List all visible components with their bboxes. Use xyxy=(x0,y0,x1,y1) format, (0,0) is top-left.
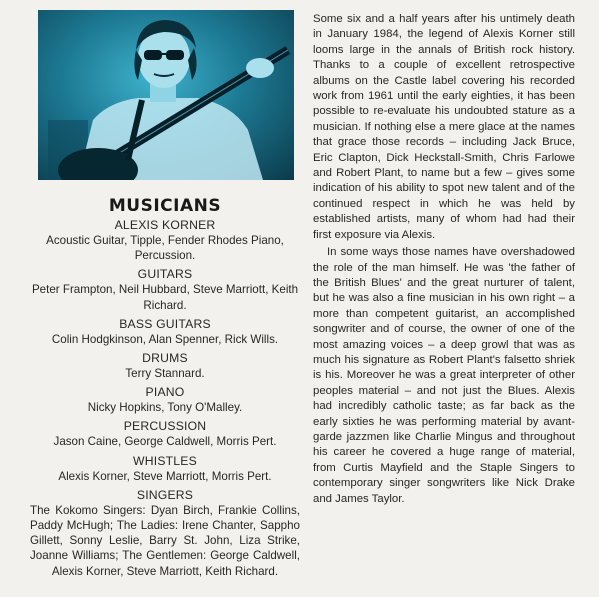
role-singers: SINGERS xyxy=(136,487,194,502)
role-guitars: GUITARS xyxy=(137,267,193,282)
musicians-column xyxy=(30,10,300,579)
names-bass-guitars: Colin Hodgkinson, Alan Spenner, Rick Wills. xyxy=(51,332,279,346)
essay-paragraph-1: Some six and a half years after his untimely death in January 1984, the legend of Alexis Korner still looms large in the annals of British rock history. Thanks to a couple of excellent retrospective albums on the Castle label covering his recorded work from 1961 until the early eighties, it has been possible to re-evaluate his undoubted stature as a musician. If nothing else a mere glace at the names that grace those records – including Jack Bruce, Eric Clapton, Dick Heckstall-Smith, Chris Farlowe and Robert Plant, to name but a few – gives some indication of his ability to spot new talent and of the continued respect in which he was held by established artists, many of whom had had their first exposure via Alexis. xyxy=(313,13,575,241)
names-piano: Nicky Hopkins, Tony O'Malley. xyxy=(87,401,243,415)
names-percussion: Jason Caine, George Caldwell, Morris Pert. xyxy=(53,435,277,449)
role-bass-guitars: BASS GUITARS xyxy=(119,316,211,331)
names-singers: The Kokomo Singers: Dyan Birch, Frankie Collins, Paddy McHugh; The Ladies: Irene Chanter, Sappho Gillett, Sonny Leslie, Barry St. John, Liza Strike, Joanne Williams; The Gentlemen: George Caldwell, Alexis Korner, Steve Marriott, Keith Richard. xyxy=(30,503,300,578)
names-alexis-korner: Acoustic Guitar, Tipple, Fender Rhodes Piano, Percussion. xyxy=(46,234,284,263)
names-whistles: Alexis Korner, Steve Marriott, Morris Pert. xyxy=(58,469,272,483)
musicians-heading: MUSICIANS xyxy=(108,196,222,216)
essay-paragraph-2: In some ways those names have overshadowed the role of the man himself. He was 'the father of the British Blues' and the great nurturer of talent, but he was also a fine musician in his own right – a more than competent guitarist, an accomplished songwriter and of course, the owner of one of the most amazing voices – a deep growl that was as much his signature as Robert Plant's falsetto shriek is his. Moreover he was a great interpreter of other peoples material – and not just the Blues. Alexis had incredibly catholic taste; as far back as the early sixties he was performing material by avant-garde jazzmen like Charlie Mingus and throughout his career he covered a huge range of material, from Curtis Mayfield and the Staple Singers to contemporary singer songwriters like Nick Drake and James Taylor. xyxy=(313,246,575,505)
names-guitars: Peter Frampton, Neil Hubbard, Steve Marriott, Keith Richard. xyxy=(31,283,299,312)
role-alexis-korner: ALEXIS KORNER xyxy=(114,218,216,232)
names-drums: Terry Stannard. xyxy=(125,367,205,381)
musician-photo xyxy=(38,10,294,180)
role-drums: DRUMS xyxy=(142,351,188,366)
role-whistles: WHISTLES xyxy=(133,453,197,468)
role-percussion: PERCUSSION xyxy=(123,419,207,434)
guitarist-image xyxy=(38,10,294,180)
essay-column xyxy=(313,12,575,507)
role-piano: PIANO xyxy=(145,385,185,400)
